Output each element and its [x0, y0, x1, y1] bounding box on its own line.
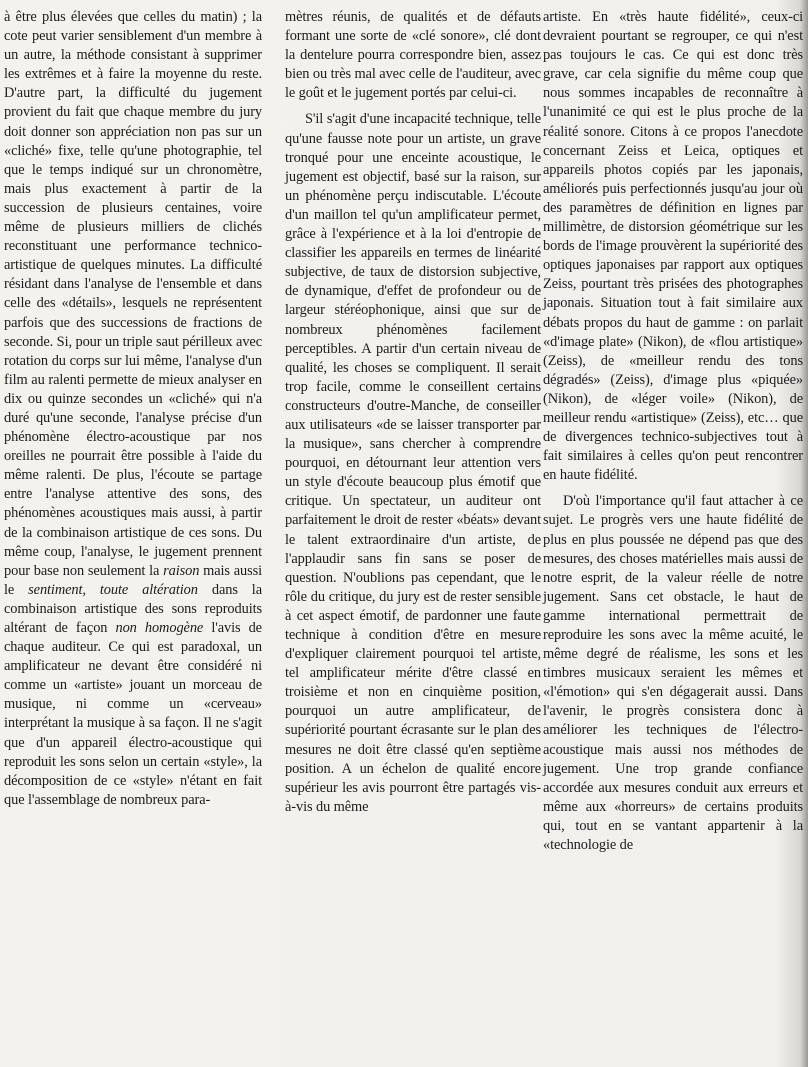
paragraph: D'où l'importance qu'il faut attacher à ce sujet. Le progrès vers une haute fidélité de plus en plus poussée ne dépend pas que des mesures, des choses matérielles mais aussi de notre esprit, de la valeur réelle de notre jugement. Sans cet obstacle, le haut de gamme international permettrait de reproduire les sons avec la même acuité, le même degré de réalisme, les sons et les timbres musicaux seraient les mêmes et «l'émotion» qui s'en dégagerait aussi. Dans l'avenir, le progrès consistera donc à améliorer les techniques de l'électro-acoustique mais aussi nos méthodes de jugement. Une trop grande confiance accordée aux mesures conduit aux erreurs et même aux «horreurs» de certains produits qui, tout en se vantant appartenir à la «technologie de [543, 493, 803, 854]
paragraph [4, 8, 262, 810]
text-run: à être plus élevées que celles du matin) ; la cote peut varier sensiblement d'un membre à un autre, la méthode consistant à supprimer les extrêmes et à faire la moyenne du reste. D'autre part, la difficulté du jugement provient du fait que chaque membre du jury doit donner son appréciation non pas sur un «cliché» fixe, telle qu'une photographie, tel que le temps indiqué sur un chronomètre, mais plus exactement à partir de la succession de plusieurs centaines, voire même de plusieurs milliers de clichés reconstituant une performance technico-artistique de quelques minutes. La difficulté résidant dans l'analyse de l'ensemble et dans celle des «détails», lesquels ne représentent parfois que des successions de fractions de seconde. Si, pour un triple saut périlleux avec rotation du corps sur lui même, l'analyse d'un film au ralenti permette de mieux analyser en dix ou quinze secondes un «cliché» qui n'a duré qu'une seconde, l'analyse précise d'un phénomène électro-acoustique par nos oreilles ne pourrait être possible à l'aide du même ralenti. De plus, l'écoute se partage entre l'analyse attentive des sons, des phénomènes acoustiques mais aussi, à partir de la combinaison artistique de ces sons. Du même coup, l'analyse, le jugement prennent pour base non seulement la [4, 9, 262, 579]
text-column-1 [4, 8, 262, 810]
text-run: dans la combinaison artistique des sons reproduits altérant de façon [4, 581, 262, 636]
italic-text: sentiment, toute altération [28, 581, 198, 598]
text-run: l'avis de chaque auditeur. Ce qui est paradoxal, un amplificateur ne devant être considéré ni comme un «artiste» jouant un morceau de musique, ni comme un «cerveau» interprétant la musique à sa façon. Il ne s'agit que d'un appareil électro-acoustique qui reproduit les sons selon un certain «style», la décomposition de ce «style» n'étant en fait que l'assemblage de nombreux para- [4, 620, 262, 808]
paragraph: artiste. En «très haute fidélité», ceux-ci devraient pourtant se regrouper, ce qui n'est pas toujours le cas. Ce qui est donc très grave, car cela signifie du même coup que nous sommes incapables de reconnaître à l'unanimité ce qui est le plus proche de la réalité sonore. Citons à ce propos l'anecdote concernant Zeiss et Leica, optiques et appareils photos copiés par les japonais, améliorés puis perfectionnés jusqu'au jour où des paramètres de définition en lignes par millimètre, de distorsion géométrique sur les bords de l'image prouvèrent la supériorité des optiques japonaises par rapport aux optiques Zeiss, pourtant très prisées des photographes japonais. Situation tout à fait similaire aux débats propos du haut de gamme : on parlait «d'image plate» (Nikon), de «flou artistique» (Zeiss), de «meilleur rendu des tons dégradés» (Zeiss), d'image plus «piquée» (Nikon), de «léger voile» (Nikon), de meilleur rendu «artistique» (Zeiss), etc… que de divergences technico-subjectives tout à fait similaires à celles qu'on peut rencontrer en haute fidélité. [543, 9, 803, 484]
italic-text: non homogène [115, 620, 204, 636]
text-run: mais aussi le [4, 562, 262, 598]
text-column-2 [285, 8, 541, 817]
text-column-3 [543, 8, 803, 855]
paragraph: S'il s'agit d'une incapacité technique, telle qu'une fausse note pour un artiste, un grave tronqué pour une enceinte acoustique, le jugement est objectif, basé sur la raison, sur un phénomène perçu indiscutable. L'écoute d'un maillon tel qu'un amplificateur permet, grâce à l'expérience et à la loi d'entropie de classifier les appareils en termes de linéarité subjective, de taux de distorsion subjective, de dynamique, d'effet de profondeur ou de largeur stéréophonique, ainsi que sur de nombreux phénomènes facilement perceptibles. A partir d'un certain niveau de qualité, les choses se compliquent. Il serait trop facile, comme le conseillent certains constructeurs d'outre-Manche, de conseiller aux utilisateurs «de se laisser transporter par la musique», sans chercher à comprendre pourquoi, en détournant leur attention vers un style d'écoute beaucoup plus émotif que critique. Un spectateur, un auditeur ont parfaitement le droit de rester «béats» devant le talent extraordinaire d'un artiste, de l'applaudir sans fin sans se poser de question. N'oublions pas cependant, que le rôle du critique, du jury est de rester sensible à cet aspect émotif, de pardonner une faute technique à condition d'être en mesure d'expliquer clairement pourquoi tel artiste, tel amplificateur mérite d'être classé en troisième et non en cinquième position, pourquoi un autre amplificateur, de supériorité pourtant écrasante sur le plan des mesures ne doit être classé qu'en septième position. A un échelon de qualité encore supérieur les avis pourront être partagés vis-à-vis du même [285, 111, 541, 815]
paragraph: mètres réunis, de qualités et de défauts formant une sorte de «clé sonore», clé dont la dentelure pourra correspondre bien, assez bien ou très mal avec celle de l'auditeur, avec le goût et le jugement portés par celui-ci. [285, 9, 541, 102]
italic-text: raison [163, 562, 200, 579]
